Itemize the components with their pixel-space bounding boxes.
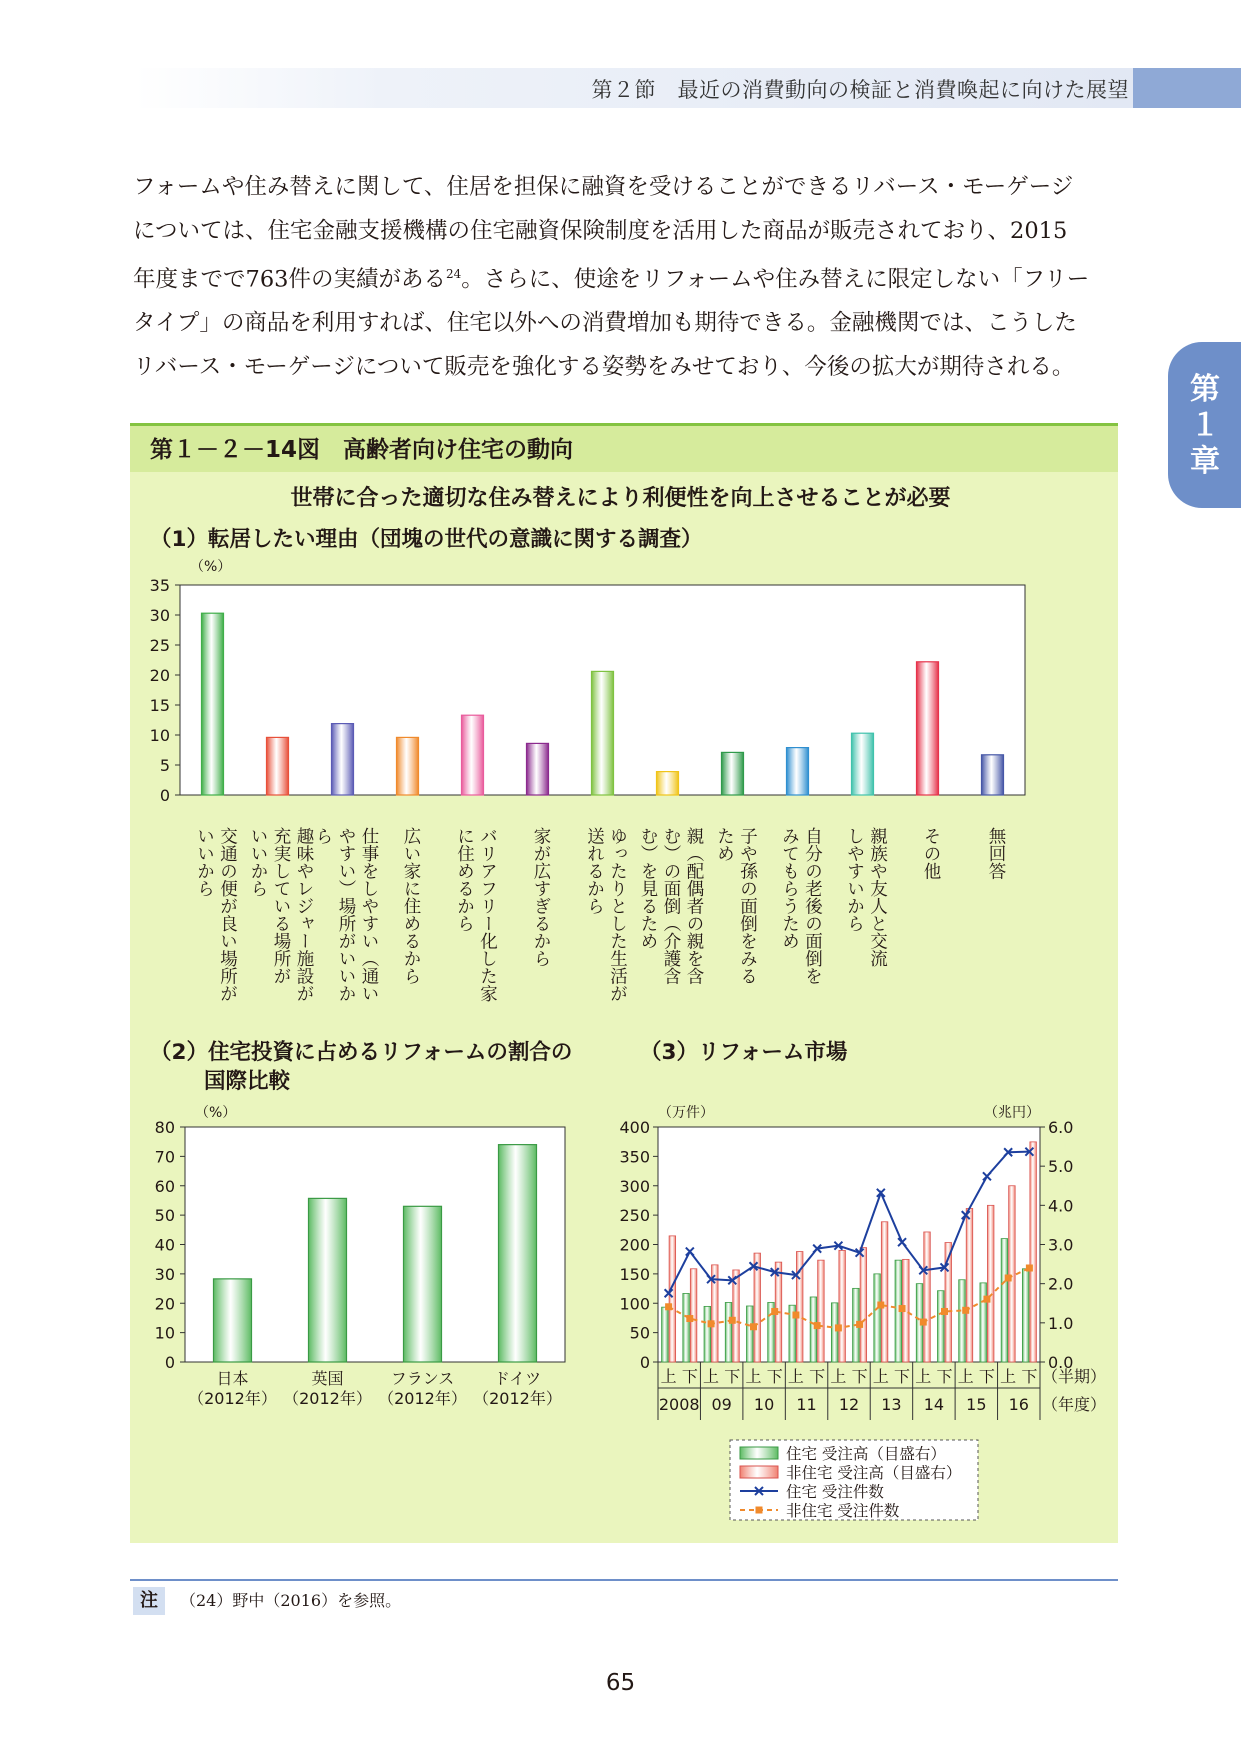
left-tick-label: 50 (629, 1323, 650, 1343)
bar (722, 752, 744, 795)
right-tick-label: 6.0 (1048, 1118, 1074, 1137)
point-nonhousing-count (792, 1312, 799, 1319)
point-nonhousing-count (1026, 1265, 1033, 1272)
section-1-title: （1）転居したい理由（団塊の世代の意識に関する調査） (150, 527, 703, 552)
bar (852, 733, 874, 795)
right-tick-label: 2.0 (1048, 1274, 1074, 1294)
x-half-label: 上 (1000, 1367, 1017, 1386)
legend-marker (756, 1507, 763, 1514)
body-line: フォームや住み替えに関して、住居を担保に融資を受けることができるリバース・モーゲージ (133, 174, 1074, 200)
bar-nonhousing (987, 1205, 994, 1362)
x-half-label: 下 (894, 1367, 911, 1386)
x-year-label: 2008 (658, 1395, 700, 1414)
left-tick-label: 350 (619, 1147, 650, 1167)
x-half-label: 上 (915, 1367, 932, 1386)
body-line: タイプ」の商品を利用すれば、住宅以外への消費増加も期待できる。金融機関では、こうした (133, 310, 1077, 336)
x-category-label: ゆったりとした生活が 送れるから (584, 827, 628, 1002)
right-tick-label: 4.0 (1048, 1196, 1074, 1216)
x-half-label: 上 (957, 1367, 974, 1386)
page-number: 65 (605, 1670, 636, 1696)
section-2-title: （2）住宅投資に占めるリフォームの割合の (150, 1040, 573, 1065)
bar (202, 613, 224, 795)
body-line: リバース・モーゲージについて販売を強化する姿勢をみせており、今後の拡大が期待される。 (133, 353, 1075, 380)
point-nonhousing-count (814, 1322, 821, 1329)
x-year-label: 10 (753, 1395, 775, 1414)
note-text: （24）野中（2016）を参照。 (180, 1591, 402, 1610)
x-half-label: 下 (936, 1367, 953, 1386)
right-tick-label: 5.0 (1048, 1157, 1074, 1177)
y-tick-label: 10 (149, 726, 170, 745)
x-half-label: 下 (766, 1367, 783, 1386)
bar-housing (747, 1306, 754, 1362)
legend-swatch (740, 1447, 778, 1459)
bar-housing (1001, 1239, 1008, 1362)
x-half-label: 上 (872, 1367, 889, 1386)
y-tick-label: 25 (149, 636, 170, 655)
y-tick-label: 20 (154, 1294, 175, 1314)
y-tick-label: 70 (154, 1147, 175, 1167)
x-category-label: 日本 (216, 1369, 249, 1388)
x-category-label: 親族や友人と交流 しやすいから (844, 827, 888, 967)
x-category-label: 仕事をしやすい（通い やすい）場所がいいか ら (313, 827, 379, 1002)
point-nonhousing-count (983, 1296, 990, 1303)
left-tick-label: 200 (619, 1235, 650, 1255)
y-tick-label: 0 (159, 786, 170, 805)
body-paragraph (133, 166, 1117, 389)
y-tick-label: 60 (154, 1176, 175, 1196)
bar (657, 772, 679, 795)
bar-nonhousing (1009, 1186, 1016, 1362)
bar-housing (874, 1274, 881, 1362)
right-tick-label: 1.0 (1048, 1313, 1074, 1333)
legend-label: 非住宅 受注件数 (786, 1502, 900, 1520)
bar-nonhousing (818, 1260, 825, 1362)
x-category-sublabel: （2012年） (473, 1389, 562, 1408)
y-tick-label: 50 (154, 1206, 175, 1226)
right-tick-label: 3.0 (1048, 1235, 1074, 1255)
bar-nonhousing (669, 1236, 676, 1362)
note-label: 注 (133, 1587, 165, 1615)
x-year-label: 13 (881, 1395, 902, 1414)
bar-nonhousing (881, 1222, 888, 1362)
x-half-label: 上 (703, 1367, 720, 1386)
y-tick-label: 40 (154, 1235, 175, 1255)
bar-nonhousing (839, 1250, 846, 1362)
x-half-label: 上 (787, 1367, 804, 1386)
bar-nonhousing (966, 1208, 973, 1362)
legend-swatch (740, 1466, 778, 1478)
y-tick-label: 35 (149, 576, 170, 595)
bar-housing (959, 1280, 966, 1362)
left-tick-label: 0 (639, 1353, 650, 1372)
x-category-label: 広い家に住めるから (401, 827, 421, 985)
y-tick-label: 10 (154, 1323, 175, 1343)
chart-reform-market (600, 1095, 1115, 1535)
x-category-label: 家が広すぎるから (531, 827, 551, 967)
x-half-label: 下 (724, 1367, 741, 1386)
bar (309, 1198, 347, 1362)
x-category-sublabel: （2012年） (188, 1389, 277, 1408)
section-3-title: （3）リフォーム市場 (640, 1040, 848, 1065)
y-tick-label: 30 (149, 606, 170, 625)
chart-reform-share (130, 1095, 590, 1415)
point-nonhousing-count (856, 1321, 863, 1328)
x-half-label: 上 (660, 1367, 677, 1386)
point-nonhousing-count (1005, 1274, 1012, 1281)
bar-housing (980, 1283, 987, 1362)
bar-housing (831, 1303, 838, 1362)
bar-housing (810, 1297, 817, 1362)
bar-housing (938, 1291, 945, 1362)
x-half-label: 下 (809, 1367, 826, 1386)
x-category-label: その他 (921, 827, 941, 880)
left-tick-label: 100 (619, 1294, 650, 1314)
legend-label: 住宅 受注高（目盛右） (786, 1445, 946, 1463)
point-nonhousing-count (771, 1308, 778, 1315)
point-nonhousing-count (708, 1320, 715, 1327)
bar (499, 1145, 537, 1362)
x-category-label: 子や孫の面倒をみる ため (714, 827, 758, 985)
chapter-tab-label: 第１章 (1190, 372, 1220, 479)
bar-housing (683, 1293, 690, 1362)
point-nonhousing-count (835, 1324, 842, 1331)
x-year-label: 11 (796, 1395, 817, 1414)
x-category-label: フランス (390, 1369, 455, 1388)
point-nonhousing-count (920, 1319, 927, 1326)
legend-label: 住宅 受注件数 (786, 1483, 884, 1501)
x-category-sublabel: （2012年） (283, 1389, 372, 1408)
chart-moving-reasons (130, 550, 1060, 825)
x-category-label: 趣味やレジャー施設が 充実している場所が いいから (248, 827, 314, 1002)
bar-nonhousing (860, 1248, 867, 1362)
x-half-label: 上 (830, 1367, 847, 1386)
running-header: 第２節 最近の消費動向の検証と消費喚起に向けた展望 (591, 78, 1129, 102)
x-half-label: 上 (745, 1367, 762, 1386)
x-half-label: 下 (681, 1367, 698, 1386)
x-half-unit: （半期） (1042, 1367, 1107, 1386)
bar (592, 671, 614, 795)
y-axis-unit: （%） (195, 1105, 237, 1121)
x-half-label: 下 (1021, 1367, 1038, 1386)
bar (917, 662, 939, 795)
y-tick-label: 80 (154, 1118, 175, 1137)
section-2-title-cont: 国際比較 (204, 1069, 291, 1094)
y-tick-label: 15 (149, 696, 170, 715)
right-tick-label: 0.0 (1048, 1353, 1074, 1372)
left-axis-unit: （万件） (658, 1105, 714, 1121)
bar (527, 743, 549, 795)
y-tick-label: 30 (154, 1264, 175, 1284)
figure-subtitle: 世帯に合った適切な住み替えにより利便性を向上させることが必要 (290, 486, 951, 511)
x-year-label: 09 (711, 1395, 732, 1414)
x-year-label: 12 (838, 1395, 860, 1414)
left-tick-label: 150 (619, 1264, 650, 1284)
x-category-sublabel: （2012年） (378, 1389, 467, 1408)
point-nonhousing-count (686, 1315, 693, 1322)
point-nonhousing-count (665, 1303, 672, 1310)
bar (787, 748, 809, 795)
bar (214, 1279, 252, 1362)
figure-title: 第１－２－14図 高齢者向け住宅の動向 (150, 437, 574, 463)
bar (982, 755, 1004, 795)
x-category-label: 交通の便が良い場所が いいから (194, 827, 238, 1002)
x-category-label: 自分の老後の面倒を みてもらうため (779, 827, 823, 985)
left-tick-label: 300 (619, 1176, 650, 1196)
point-nonhousing-count (899, 1305, 906, 1312)
y-tick-label: 0 (164, 1353, 175, 1372)
point-nonhousing-count (729, 1317, 736, 1324)
bar-housing (704, 1306, 711, 1362)
point-nonhousing-count (750, 1323, 757, 1330)
body-line: については、住宅金融支援機構の住宅融資保険制度を活用した商品が販売されており、2015 (133, 217, 1068, 244)
y-tick-label: 5 (159, 756, 170, 775)
x-year-unit: （年度） (1042, 1395, 1107, 1414)
header-tab-accent (1133, 68, 1241, 108)
x-category-label: 英国 (311, 1369, 344, 1388)
point-nonhousing-count (941, 1308, 948, 1315)
x-category-label: 親（配偶者の親を含 む）の面倒（介護含 む）を見るため (638, 827, 704, 985)
footnote-ref[interactable]: 24 (445, 267, 462, 281)
bar (332, 724, 354, 795)
left-tick-label: 400 (619, 1118, 650, 1137)
legend-label: 非住宅 受注高（目盛右） (786, 1464, 962, 1482)
bar-nonhousing (1030, 1142, 1037, 1362)
x-category-label: 無回答 (986, 827, 1006, 880)
note-divider (130, 1579, 1118, 1581)
left-tick-label: 250 (619, 1206, 650, 1226)
y-tick-label: 20 (149, 666, 170, 685)
body-text: 年度までで763件の実績がある (133, 266, 446, 293)
x-year-label: 16 (1008, 1395, 1029, 1414)
bar-housing (725, 1302, 732, 1362)
bar (462, 715, 484, 795)
bar-housing (1022, 1269, 1029, 1362)
x-category-label: バリアフリー化した家 に住めるから (454, 827, 498, 1002)
y-axis-unit: （%） (190, 559, 232, 575)
x-half-label: 下 (978, 1367, 995, 1386)
point-nonhousing-count (962, 1307, 969, 1314)
right-axis-unit: （兆円） (984, 1105, 1040, 1121)
bar-housing (662, 1307, 669, 1362)
x-year-label: 15 (966, 1395, 987, 1414)
x-half-label: 下 (851, 1367, 868, 1386)
bar-nonhousing (924, 1232, 931, 1362)
bar (397, 737, 419, 795)
body-text: 。さらに、使途をリフォームや住み替えに限定しない「フリー (461, 266, 1090, 293)
body-line (133, 253, 1117, 302)
bar (404, 1206, 442, 1362)
point-nonhousing-count (877, 1302, 884, 1309)
bar (267, 737, 289, 795)
x-category-label: ドイツ (493, 1369, 542, 1388)
x-year-label: 14 (923, 1395, 945, 1414)
